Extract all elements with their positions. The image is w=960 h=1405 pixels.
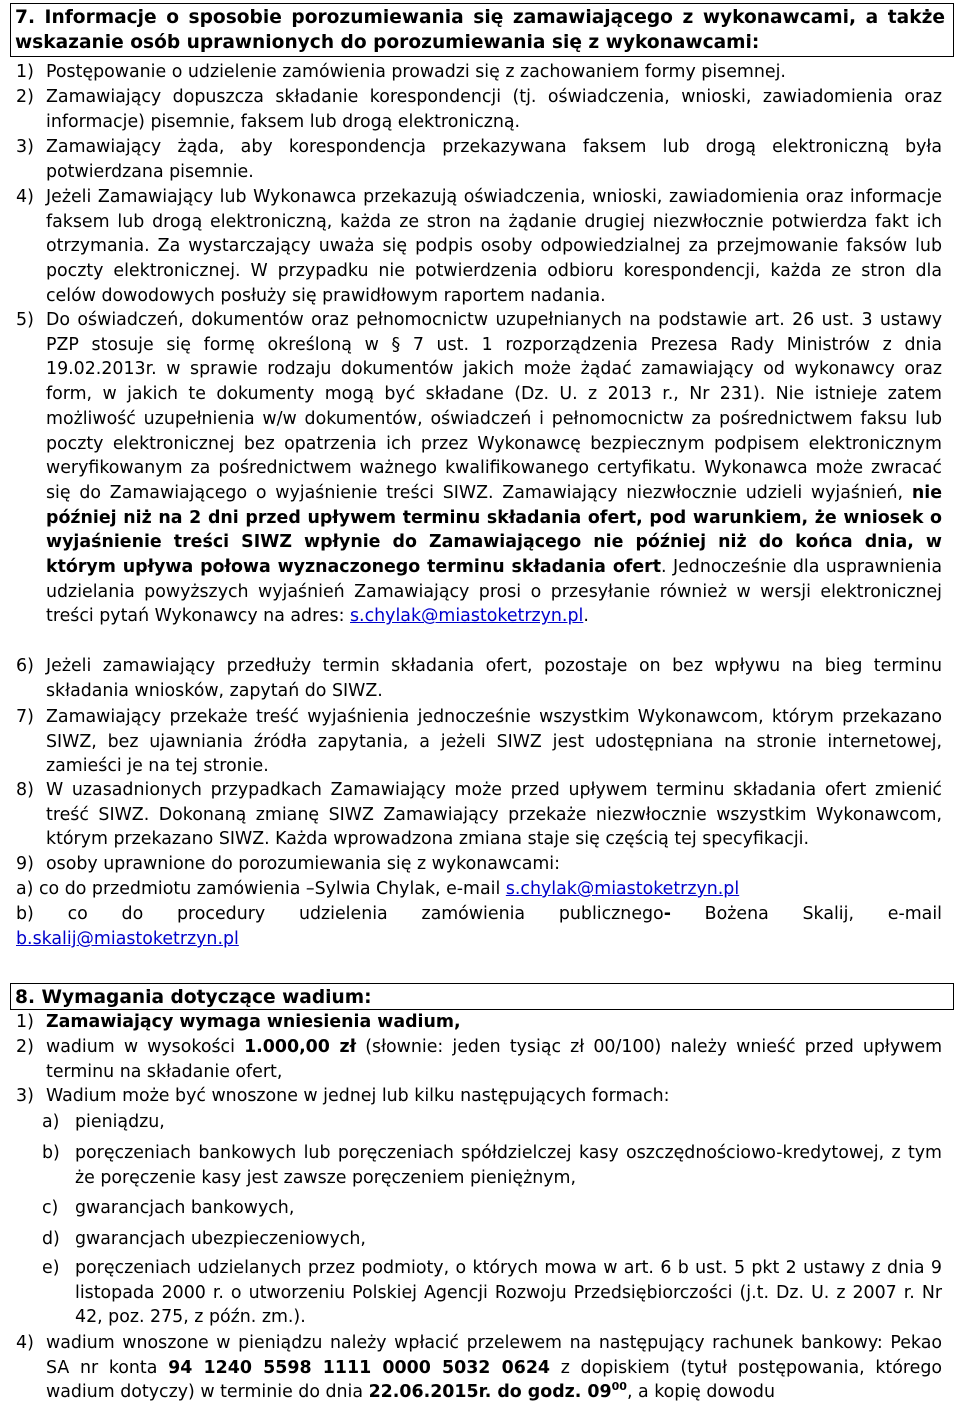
list-item (16, 308, 942, 629)
item-text-part: Do oświadczeń, dokumentów oraz pełnomocnictw uzupełnianych na podstawie art. 26 ust. 3 ustawy PZP stosuje się formę określoną w § 7 ust. 1 rozporządzenia Prezesa Rady Ministrów z dnia 19.02.2013r. w sprawie rodzaju dokumentów jakich może żądać zamawiający od wykonawcy oraz form, w jakich te dokumenty mogą być składane (Dz. U. z 2013 r., Nr 231). Nie istnieje zatem możliwość uzupełnienia w/w dokumentów, oświadczeń i pełnomocnictw za pośrednictwem faksu lub poczty elektronicznej bez opatrzenia ich przez Wykonawcę bezpiecznym podpisem elektronicznym weryfikowanym za pośrednictwem ważnego kwalifikowanego certyfikatu. Wykonawca może zwracać się do Zamawiającego o wyjaśnienie treści SIWZ. Zamawiający niezwłocznie udzieli wyjaśnień, (46, 310, 942, 503)
form-item (42, 1110, 942, 1135)
contact-b (16, 902, 942, 927)
contact-b-email-line (16, 927, 942, 952)
item-text: Wadium może być wnoszone w jednej lub kilku następujących formach: (46, 1086, 670, 1106)
item-text-bold: Zamawiający wymaga wniesienia wadium, (46, 1012, 461, 1032)
form-text: gwarancjach bankowych, (75, 1198, 295, 1218)
contact-b-text: Bożena Skalij, e-mail (670, 904, 942, 924)
list-item (16, 1010, 942, 1035)
wadium-amount: 1.000,00 zł (244, 1037, 357, 1057)
form-item (42, 1196, 942, 1221)
item-number: 8) (16, 780, 34, 800)
item-text: Jeżeli zamawiający przedłuży termin składania ofert, pozostaje on bez wpływu na bieg terminu składania wniosków, zapytań do SIWZ. (46, 656, 942, 701)
item-number: 5) (16, 310, 34, 330)
form-letter: e) (42, 1258, 60, 1278)
form-letter: a) (42, 1112, 60, 1132)
form-item (42, 1256, 942, 1330)
item-text-part: . Jednocześnie dla usprawnienia udzielania powyższych wyjaśnień Zamawiający prosi o przesyłanie również w wersji elektronicznej treści pytań Wykonawcy na adres: (46, 557, 943, 627)
item-number: 7) (16, 707, 34, 727)
item-text (46, 308, 942, 629)
list-item (16, 85, 942, 134)
form-item (42, 1227, 942, 1252)
item-number: 4) (16, 187, 34, 207)
item-text-part: , a kopię dowodu (626, 1382, 775, 1403)
section-8-heading-text: 8. Wymagania dotyczące wadium: (15, 987, 372, 1008)
item-text: Zamawiający żąda, aby korespondencja przekazywana faksem lub drogą elektroniczną była potwierdzana pisemnie. (46, 137, 942, 182)
list-item (16, 705, 942, 779)
form-text: poręczeniach bankowych lub poręczeniach spółdzielczej kasy oszczędnościowo-kredytowej, z tym że poręczenie kasy jest zawsze poręczeniem pieniężnym, (75, 1143, 942, 1188)
item-text: Zamawiający dopuszcza składanie korespondencji (tj. oświadczenia, wnioski, zawiadomienia oraz informacje) pisemnie, faksem lub drogą elektroniczną. (46, 87, 942, 132)
form-text: poręczeniach udzielanych przez podmioty, o których mowa w art. 6 b ust. 5 pkt 2 ustawy z dnia 9 listopada 2000 r. o utworzeniu Polskiej Agencji Rozwoju Przedsiębiorczości (j.t. Dz. U. z 2007 r. Nr 42, poz. 275, z późn. zm.). (75, 1258, 942, 1328)
bank-account-number: 94 1240 5598 1111 0000 5032 0624 (168, 1357, 551, 1378)
item-text (46, 1331, 942, 1405)
deadline-date: 22.06.2015r. do godz. 09 (368, 1382, 612, 1403)
section-7-heading-text: 7. Informacje o sposobie porozumiewania się zamawiającego z wykonawcami, a także wskazanie osób uprawnionych do porozumiewania się z wykonawcami: (15, 7, 945, 53)
list-item (16, 135, 942, 184)
item-text-part: . (583, 606, 589, 627)
item-number: 4) (16, 1333, 34, 1353)
list-item (16, 1035, 942, 1084)
contact-b-text: b) co do procedury udzielenia zamówienia publicznego (16, 904, 664, 924)
form-text: gwarancjach ubezpieczeniowych, (75, 1229, 366, 1249)
item-text: osoby uprawnione do porozumiewania się z wykonawcami: (46, 854, 560, 874)
list-item (16, 654, 942, 703)
item-number: 2) (16, 1037, 34, 1057)
item-text-part: wadium wnoszone w pieniądzu należy wpłacić przelewem na następujący rachunek bankowy: Pekao SA nr konta (46, 1333, 942, 1378)
contact-a-text: a) co do przedmiotu zamówienia –Sylwia Chylak, e-mail (16, 879, 506, 899)
section-8-heading (10, 983, 954, 1010)
item-number: 1) (16, 62, 34, 82)
item-number: 9) (16, 854, 34, 874)
form-letter: c) (42, 1198, 59, 1218)
list-item (16, 60, 942, 85)
item-number: 3) (16, 137, 34, 157)
list-item (16, 778, 942, 852)
item-text-part: (słownie: jeden tysiąc zł 00/100) należy wnieść przed upływem terminu na składanie ofert, (46, 1037, 943, 1082)
email-link[interactable]: s.chylak@miastoketrzyn.pl (350, 606, 584, 627)
item-text (46, 1035, 942, 1084)
form-letter: d) (42, 1229, 60, 1249)
section-7-heading (10, 3, 954, 57)
item-text: Zamawiający przekaże treść wyjaśnienia jednocześnie wszystkim Wykonawcom, którym przekazano SIWZ, bez ujawniania źródła zapytania, a jeżeli SIWZ jest udostępniana na stronie internetowej, zamieści je na tej stronie. (46, 707, 942, 777)
list-item (16, 852, 942, 877)
item-number: 1) (16, 1012, 34, 1032)
contact-b-dash: - (663, 904, 671, 924)
form-text: pieniądzu, (75, 1112, 165, 1132)
deadline-minutes: 00 (611, 1380, 627, 1394)
form-item (42, 1141, 942, 1190)
item-text: Postępowanie o udzielenie zamówienia prowadzi się z zachowaniem formy pisemnej. (46, 62, 786, 82)
item-number: 6) (16, 656, 34, 676)
list-item (16, 1331, 942, 1405)
list-item (16, 185, 942, 309)
item-text-bold: nie później niż na 2 dni przed upływem terminu składania ofert, pod warunkiem, że wniosek o wyjaśnienie treści SIWZ wpłynie do Zamawiającego nie później niż do końca dnia, w którym upływa połowa wyznaczonego terminu składania ofert (46, 482, 942, 578)
email-link[interactable]: b.skalij@miastoketrzyn.pl (16, 929, 239, 949)
item-number: 2) (16, 87, 34, 107)
item-text-part: wadium w wysokości (46, 1037, 245, 1057)
item-text-part: z dopiskiem (tytuł postępowania, którego wadium dotyczy) w terminie do dnia (46, 1357, 942, 1403)
item-number: 3) (16, 1086, 34, 1106)
list-item (16, 1084, 942, 1109)
email-link[interactable]: s.chylak@miastoketrzyn.pl (505, 879, 740, 899)
contact-a (16, 877, 942, 902)
item-text: Jeżeli Zamawiający lub Wykonawca przekazują oświadczenia, wnioski, zawiadomienia oraz informacje faksem lub drogą elektroniczną, każda ze stron na żądanie drugiej niezwłocznie potwierdza fakt ich otrzymania. Za wystarczający uważa się podpis osoby odpowiedzialnej za przejmowanie faksów lub poczty elektronicznej. W przypadku nie potwierdzenia odbioru korespondencji, każda ze stron dla celów dowodowych posłuży się prawidłowym raportem nadania. (46, 187, 942, 306)
form-letter: b) (42, 1143, 60, 1163)
item-text-wrap (46, 1010, 942, 1035)
item-text: W uzasadnionych przypadkach Zamawiający może przed upływem terminu składania ofert zmienić treść SIWZ. Dokonaną zmianę SIWZ Zamawiający przekaże niezwłocznie wszystkim Wykonawcom, którym przekazano SIWZ. Każda wprowadzona zmiana staje się częścią tej specyfikacji. (46, 780, 942, 850)
